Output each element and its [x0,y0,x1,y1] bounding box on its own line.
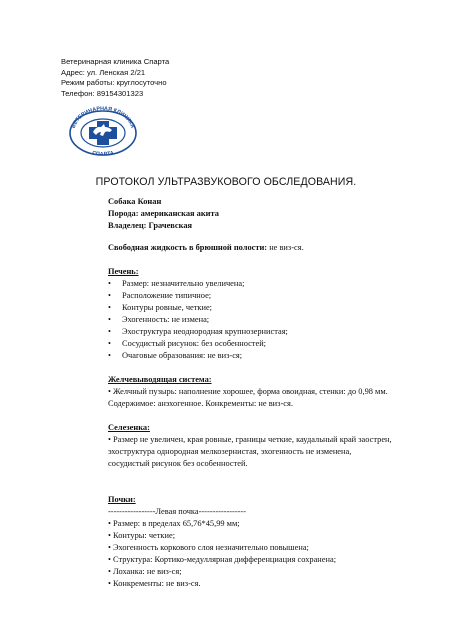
kidney-line: • Лоханка: не виз-ся; [108,567,182,576]
list-item: • Эхоструктура неоднородная крупнозернистая; [108,326,438,338]
gallbladder-line: Содержимое: анэхогенное. Конкременты: не виз-ся. [108,399,293,408]
list-item: • Расположение типичное; [108,290,438,302]
document-title: ПРОТОКОЛ УЛЬТРАЗВУКОВОГО ОБСЛЕДОВАНИЯ. [95,176,357,188]
list-item: • Сосудистый рисунок: без особенностей; [108,338,438,350]
kidney-line: • Структура: Кортико-медуллярная дифференциация сохранена; [108,555,337,564]
spleen-line: эхоструктура однородная мелкозернистая, эхогенность не изменена, [108,447,352,456]
free-fluid-value: не виз-ся. [267,243,304,252]
kidney-line: • Эхогенность коркового слоя незначительно повышена; [108,543,309,552]
clinic-info [61,57,169,99]
kidney-line: • Размер: в пределах 65,76*45,99 мм; [108,519,240,528]
free-fluid-label: Свободная жидкость в брюшной полости: [108,243,268,252]
list-item: • Размер: незначительно увеличена; [108,278,438,290]
liver-list [108,278,438,362]
clinic-phone: Телефон: 89154301323 [61,88,144,98]
logo-text-bottom: СПАРТА [91,150,115,156]
gallbladder-heading: Желчевыводящая система: [108,375,212,384]
patient-name: Собака Конан [108,197,162,206]
spleen-line: • Размер не увеличен, края ровные, границы четкие, каудальный край заострен, [108,435,392,444]
left-kidney-label: -----------------Левая почка----------------- [108,507,246,516]
patient-breed: Порода: американская акита [108,209,219,218]
protocol-body [108,196,438,590]
clinic-address: Адрес: ул. Ленская 2/21 [61,67,146,77]
kidney-line: • Контуры: четкие; [108,531,176,540]
liver-heading: Печень: [108,267,139,276]
kidneys-heading: Почки: [108,495,136,504]
logo-text-top: ВЕТЕРИНАРНАЯ КЛИНИКА [70,106,136,130]
spleen-line: сосудистый рисунок без особенностей. [108,459,248,468]
gallbladder-line: • Желчный пузырь: наполнение хорошее, форма овоидная, стенки: до 0,98 мм. [108,387,388,396]
spleen-heading: Селезенка: [108,423,150,432]
list-item: • Очаговые образования: не виз-ся; [108,350,438,362]
list-item: • Эхогенность: не измена; [108,314,438,326]
free-fluid-line [108,242,438,254]
kidney-line: • Конкременты: не виз-ся. [108,579,201,588]
patient-owner: Владелец: Грачевская [108,221,193,230]
list-item: • Контуры ровные, четкие; [108,302,438,314]
clinic-hours: Режим работы: круглосуточно [61,78,167,88]
clinic-logo [60,106,146,156]
clinic-name: Ветеринарная клиника Спарта [61,57,170,66]
